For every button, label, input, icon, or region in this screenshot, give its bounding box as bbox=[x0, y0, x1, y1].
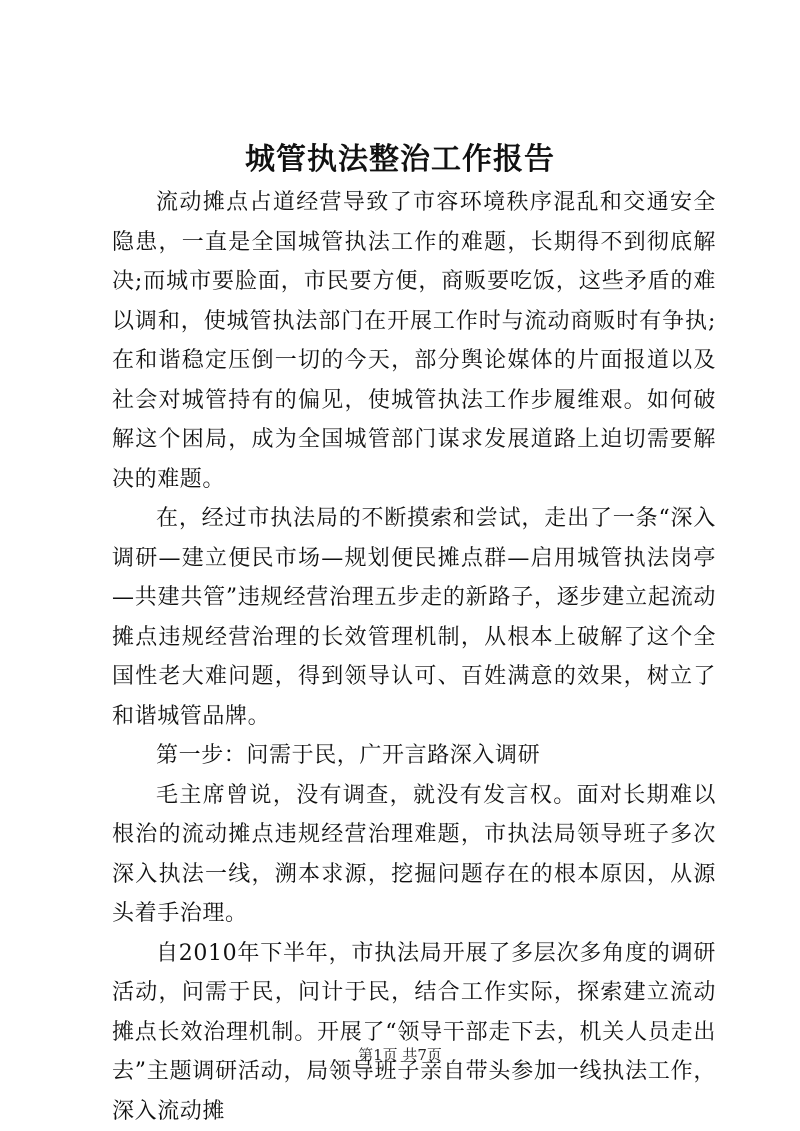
page-number-footer: 第1页 共7页 bbox=[358, 1046, 442, 1064]
paragraph-research-activities: 自2010年下半年，市执法局开展了多层次多角度的调研活动，问需于民，问计于民，结合工作实际，探索建立流动摊点长效治理机制。开展了“领导干部走下去，机关人员走出去”主题调研活动，局领导班子亲自带头参加一线执法工作，深入流动摊 bbox=[112, 940, 716, 1124]
paragraph-intro: 流动摊点占道经营导致了市容环境秩序混乱和交通安全隐患，一直是全国城管执法工作的难题，长期得不到彻底解决;而城市要脸面，市民要方便，商贩要吃饭，这些矛盾的难以调和，使城管执法部门在开展工作时与流动商贩时有争执;在和谐稳定压倒一切的今天，部分舆论媒体的片面报道以及社会对城管持有的偏见，使城管执法工作步履维艰。如何破解这个困局，成为全国城管部门谋求发展道路上迫切需要解决的难题。 bbox=[112, 190, 716, 492]
document-title: 城管执法整治工作报告 bbox=[245, 142, 555, 177]
document-body bbox=[112, 183, 716, 1131]
paragraph-investigation: 毛主席曾说，没有调查，就没有发言权。面对长期难以根治的流动摊点违规经营治理难题，市执法局领导班子多次深入执法一线，溯本求源，挖掘问题存在的根本原因，从源头着手治理。 bbox=[112, 782, 716, 926]
paragraph-five-steps: 在，经过市执法局的不断摸索和尝试，走出了一条“深入调研—建立便民市场—规划便民摊点群—启用城管执法岗亭—共建共管”违规经营治理五步走的新路子，逐步建立起流动摊点违规经营治理的长效管理机制，从根本上破解了这个全国性老大难问题，得到领导认可、百姓满意的效果，树立了和谐城管品牌。 bbox=[112, 506, 716, 729]
section-heading-step-one: 第一步：问需于民，广开言路深入调研 bbox=[156, 743, 541, 768]
